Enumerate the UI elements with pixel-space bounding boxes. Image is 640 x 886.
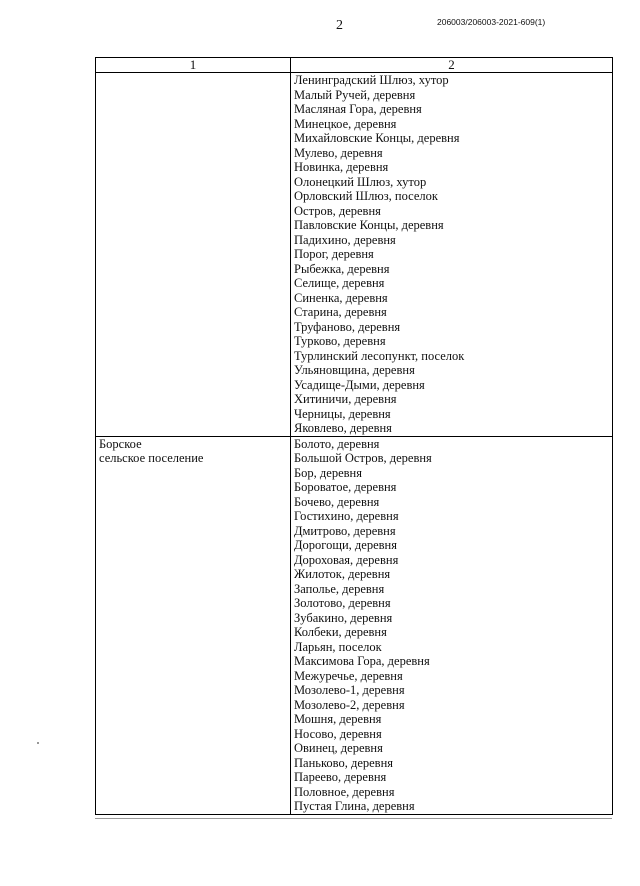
bottom-rule bbox=[95, 818, 612, 819]
settlement-entry: Хитиничи, деревня bbox=[294, 392, 397, 406]
settlement-entry: Бочево, деревня bbox=[294, 494, 380, 509]
table-row bbox=[96, 73, 613, 437]
settlement-entry: Овинец, деревня bbox=[294, 741, 383, 755]
column-header-2: 2 bbox=[291, 58, 613, 73]
settlement-entry: Колбеки, деревня bbox=[294, 625, 387, 639]
settlement-entry: Ульяновщина, деревня bbox=[294, 363, 415, 377]
settlement-entry: Ларьян, поселок bbox=[294, 639, 382, 654]
settlement-entry: Жилоток, деревня bbox=[294, 567, 391, 581]
settlement-entry: Межуречье, деревня bbox=[294, 668, 403, 683]
settlement-entry: Рыбежка, деревня bbox=[294, 261, 390, 276]
column-header-1: 1 bbox=[96, 58, 291, 73]
settlement-entry: Черницы, деревня bbox=[294, 406, 391, 421]
places-cell bbox=[291, 73, 613, 437]
settlement-entry: Заполье, деревня bbox=[294, 581, 385, 596]
region-cell bbox=[96, 73, 291, 437]
settlement-entry: Бороватое, деревня bbox=[294, 480, 397, 494]
settlement-entry: Максимова Гора, деревня bbox=[294, 654, 430, 668]
settlement-entry: Мошня, деревня bbox=[294, 712, 382, 726]
settlement-entry: Усадище-Дыми, деревня bbox=[294, 377, 425, 392]
settlement-entry: Дорогощи, деревня bbox=[294, 538, 397, 552]
settlement-entry: Пареево, деревня bbox=[294, 770, 387, 784]
settlement-entry: Порог, деревня bbox=[294, 247, 374, 261]
scan-speck bbox=[37, 742, 39, 744]
settlement-entry: Половное, деревня bbox=[294, 784, 395, 799]
settlement-entry: Минецкое, деревня bbox=[294, 116, 397, 131]
settlement-entry: Болото, деревня bbox=[294, 436, 380, 451]
settlement-entry: Яковлево, деревня bbox=[294, 421, 392, 435]
settlement-entry: Падихино, деревня bbox=[294, 232, 396, 247]
settlement-entry: Мозолево-1, деревня bbox=[294, 683, 405, 697]
settlement-entry: Золотово, деревня bbox=[294, 596, 391, 610]
settlement-entry: Новинка, деревня bbox=[294, 160, 389, 174]
settlement-entry: Остров, деревня bbox=[294, 203, 381, 218]
settlement-entry: Малый Ручей, деревня bbox=[294, 87, 416, 102]
settlement-entry: Ленинградский Шлюз, хутор bbox=[294, 73, 449, 87]
region-cell bbox=[96, 436, 291, 814]
settlement-entry: Синенка, деревня bbox=[294, 290, 388, 305]
settlement-entry: Турлинский лесопункт, поселок bbox=[294, 348, 465, 363]
settlement-entry: Большой Остров, деревня bbox=[294, 451, 432, 465]
settlement-entry: Носово, деревня bbox=[294, 726, 382, 741]
document-code: 206003/206003-2021-609(1) bbox=[437, 17, 546, 27]
table-header-row bbox=[96, 58, 613, 73]
settlement-entry: Мулево, деревня bbox=[294, 145, 383, 160]
settlement-entry: Орловский Шлюз, поселок bbox=[294, 189, 438, 203]
page-number: 2 bbox=[336, 18, 343, 33]
settlement-entry: Турково, деревня bbox=[294, 334, 386, 348]
settlement-entry: Павловские Концы, деревня bbox=[294, 218, 444, 232]
region-name-line: сельское поселение bbox=[99, 451, 204, 465]
settlement-entry: Бор, деревня bbox=[294, 465, 362, 480]
settlement-entry: Дороховая, деревня bbox=[294, 552, 399, 567]
settlement-entry: Михайловские Концы, деревня bbox=[294, 131, 460, 145]
settlement-entry: Старина, деревня bbox=[294, 305, 387, 319]
settlement-entry: Масляная Гора, деревня bbox=[294, 102, 422, 116]
settlement-entry: Мозолево-2, деревня bbox=[294, 697, 405, 712]
settlement-entry: Паньково, деревня bbox=[294, 755, 394, 770]
region-name-line: Борское bbox=[99, 436, 142, 451]
settlements-table bbox=[95, 57, 613, 815]
settlement-entry: Труфаново, деревня bbox=[294, 319, 401, 334]
settlement-entry: Гостихино, деревня bbox=[294, 509, 399, 523]
settlement-entry: Селище, деревня bbox=[294, 276, 385, 290]
table-row bbox=[96, 436, 613, 814]
places-cell bbox=[291, 436, 613, 814]
settlement-entry: Олонецкий Шлюз, хутор bbox=[294, 174, 427, 189]
settlement-entry: Зубакино, деревня bbox=[294, 610, 393, 625]
settlement-entry: Дмитрово, деревня bbox=[294, 523, 396, 538]
settlement-entry: Пустая Глина, деревня bbox=[294, 799, 415, 813]
